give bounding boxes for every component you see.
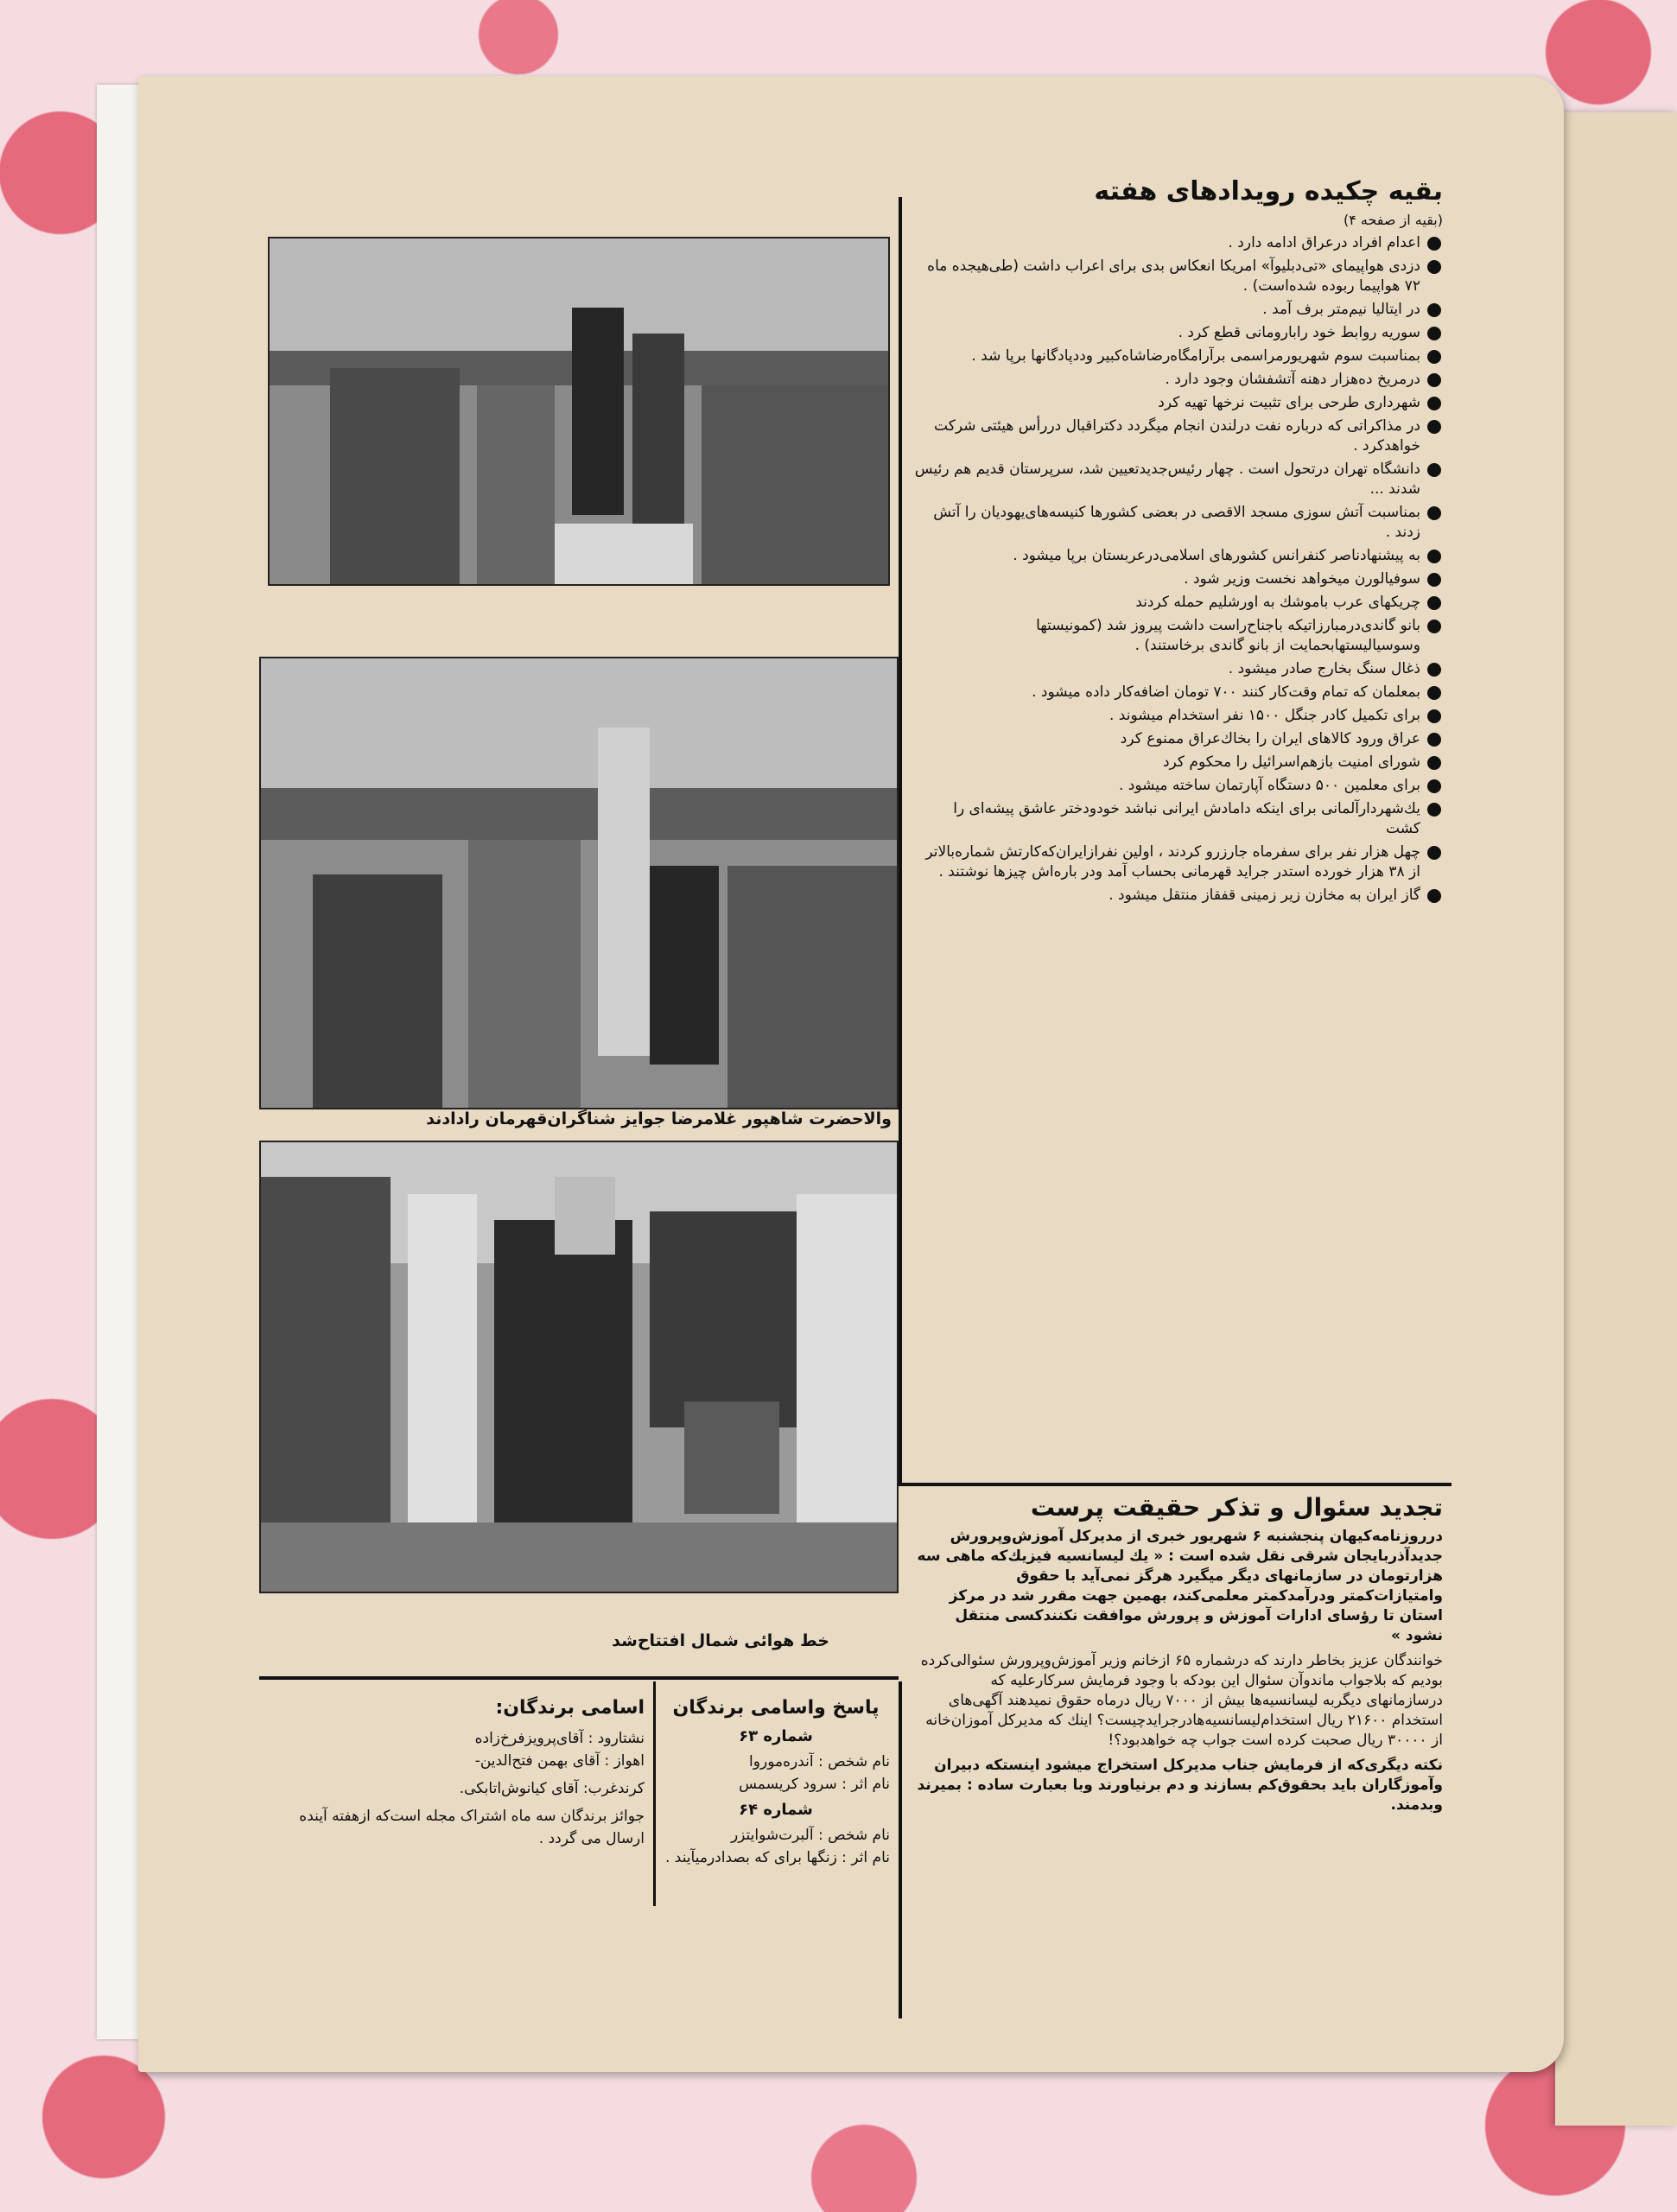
article-paragraph: درروزنامه‌کیهان پنجشنبه ۶ شهریور خبری از مدیرکل آموزش‌وپرورش جدیدآذربایجان شرقی نقل شده است : « یك لیسانسیه فیزیك‌که ماهی سه هزارتومان در سازمانهای دیگر میگیرد هرگز نمی‌آید با حقوق وامتیازات‌کمتر ودرآمدکمتر معلمی‌کند، بهمین جهت مقرر شد در مرکز استان تا رؤسای ادارات آموزش و پرورش موافقت نکنند‌کسی منتقل نشود » [917,1528,1443,1644]
answer-work: نام اثر : سرود کریسمس [739,1776,890,1793]
list-item: گاز ایران به مخازن زیر زمینی قفقاز منتقل میشود . [914,886,1443,906]
list-item: در مذاکراتی که درباره نفت درلندن انجام میگردد دکتراقبال دررأس هیئتی شرکت خواهدکرد . [914,416,1443,456]
bottom-boxes-divider [653,1681,656,1906]
winner-line: نشتارود : آقای‌پرویزفرخ‌زاده [474,1730,645,1747]
list-item: چریکهای عرب باموشك به اورشلیم حمله کردند [914,593,1443,613]
answers-box-title: پاسخ واسامی برندگان [672,1697,880,1719]
news-column-subtitle: (بقیه از صفحه ۴) [1343,212,1443,228]
news-column-title: بقیه چکیده رویدادهای هفته [1094,176,1443,207]
list-item: بمناسبت سوم شهریورمراسمی برآرامگاه‌رضاشاه‌کبیر وددپادگانها برپا شد . [914,346,1443,366]
article-block [914,1493,1443,1821]
list-item: شورای امنیت بازهم‌اسرائیل را محکوم کرد [914,753,1443,772]
winner-line: کرندغرب: آقای کیانوش‌اتابکی. [459,1780,645,1797]
award-photo-2 [259,657,899,1109]
article-paragraph: خوانندگان عزیز بخاطر دارند که درشماره ۶۵ ازخانم وزیر آموزش‌وپرورش سئوالی‌کرده بودیم که بلاجواب ماندوآن سئوال این بود‌که با وجود فرمایش سرکارعلیه که درسازمانهای دیگربه لیسانسیه‌ها بیش از ۷۰۰۰ ریال درماه حقوق نمیدهند آگهی‌های استخدام ۲۱۶۰۰ ریال استخدام‌لیسانسیه‌هادرجرایدچیست؟ اینك که مدیرکل آموزان‌خانه از ۳۰۰۰۰ ریال صحبت کرده است جواب چه خواهدبود؟! [920,1652,1443,1749]
magazine-page [138,76,1564,2072]
news-summary-column [914,176,1443,909]
list-item: سوفیالورن میخواهد نخست وزیر شود . [914,569,1443,589]
next-page-edge [1555,112,1677,2126]
list-item: چهل هزار نفر برای سفرماه جارزرو کردند ، اولین نفرازایران‌که‌کارتش شماره‌بالاتر از ۳۸ هزار خورده استدر جراید قهرمانی بحساب آمد ودر باره‌اش چیزها نوشتند . [914,842,1443,882]
news-list [914,233,1443,906]
winners-box-title: اسامی برندگان: [495,1697,645,1719]
list-item: یك‌شهردارآلمانی برای اینکه دامادش ایرانی نباشد خودودختر عاشق پیشه‌ای را کشت [914,799,1443,839]
column-divider [899,197,902,1484]
winner-line: اهواز : آقای بهمن فتح‌الدین- [474,1752,645,1770]
winner-line: جوائز برندگان سه ماه اشتراک مجله است‌که ازهفته آینده ارسال می گردد . [299,1808,645,1847]
list-item: برای تکمیل کادر جنگل ۱۵۰۰ نفر استخدام میشوند . [914,706,1443,726]
list-item: درمریخ ده‌هزار دهنه آتشفشان وجود دارد . [914,370,1443,390]
issue-number: شماره ۶۳ [739,1727,813,1745]
list-item: بمعلمان که تمام وقت‌کار کنند ۷۰۰ تومان اضافه‌کار داده میشود . [914,683,1443,702]
award-photo-1 [268,237,890,586]
list-item: دانشگاه تهران درتحول است . چهار رئیس‌جدیدتعیین شد، سرپرستان قدیم هم رئیس شدند ... [914,460,1443,499]
list-item: در ایتالیا نیم‌متر برف آمد . [914,300,1443,320]
list-item: دزدی هواپیمای «تی‌دبلیوآ» امریکا انعکاس بدی برای اعراب داشت (طی‌هیجده ماه ۷۲ هواپیما ربوده شده‌است) . [914,257,1443,296]
list-item: اعدام افراد درعراق ادامه دارد . [914,233,1443,253]
list-item: به پیشنهادناصر کنفرانس کشورهای اسلامی‌درعربستان برپا میشود . [914,546,1443,566]
photo-caption-airline: خط هوائی شمال افتتاح‌شد [612,1631,829,1650]
photo-caption-awards: والاحضرت شاهپور غلامرضا جوایز شناگران‌قهرمان رادادند [426,1109,892,1128]
list-item: بمناسبت آتش سوزی مسجد الاقصی در بعضی کشورها کنیسه‌های‌یهودیان را آتش زدند . [914,503,1443,543]
issue-number: شماره ۶۴ [739,1801,813,1819]
list-item: عراق ورود کالاهای ایران را بخاك‌عراق ممنوع کرد [914,729,1443,749]
article-paragraph: نکته دیگری‌که از فرمایش جناب مدیرکل استخراج میشود اینستکه دبیران وآموزگاران باید بحقوق‌کم بسازند و دم برنیاورند وبا بعبارت ساده : بمیرند وبدمند. [917,1757,1443,1814]
article-divider [899,1483,1451,1486]
list-item: برای معلمین ۵۰۰ دستگاه آپارتمان ساخته میشود . [914,776,1443,796]
answer-person: نام شخص : آندره‌موروا [749,1753,890,1770]
airline-photo [259,1141,899,1593]
list-item: بانو گاندی‌درمبارزاتیکه باجناح‌راست داشت پیروز شد (کمونیستها وسوسیالیستهابحمایت از بانو گاندی برخاستند) . [914,616,1443,656]
bottom-section-divider [259,1676,899,1680]
answer-person: نام شخص : آلبرت‌شوایتزر [730,1827,890,1844]
answer-work: نام اثر : زنگها برای که بصدادرمیآیند . [664,1849,890,1866]
article-title: تجدید سئوال و تذکر حقیقت پرست [1030,1493,1443,1522]
article-left-rule [899,1681,902,2018]
list-item: سوریه روابط خود رابارومانی قطع کرد . [914,323,1443,343]
winners-box [264,1697,645,1850]
answers-box [662,1697,890,1869]
list-item: ذغال سنگ بخارج صادر میشود . [914,659,1443,679]
list-item: شهرداری طرحی برای تثبیت نرخها تهیه کرد [914,393,1443,413]
